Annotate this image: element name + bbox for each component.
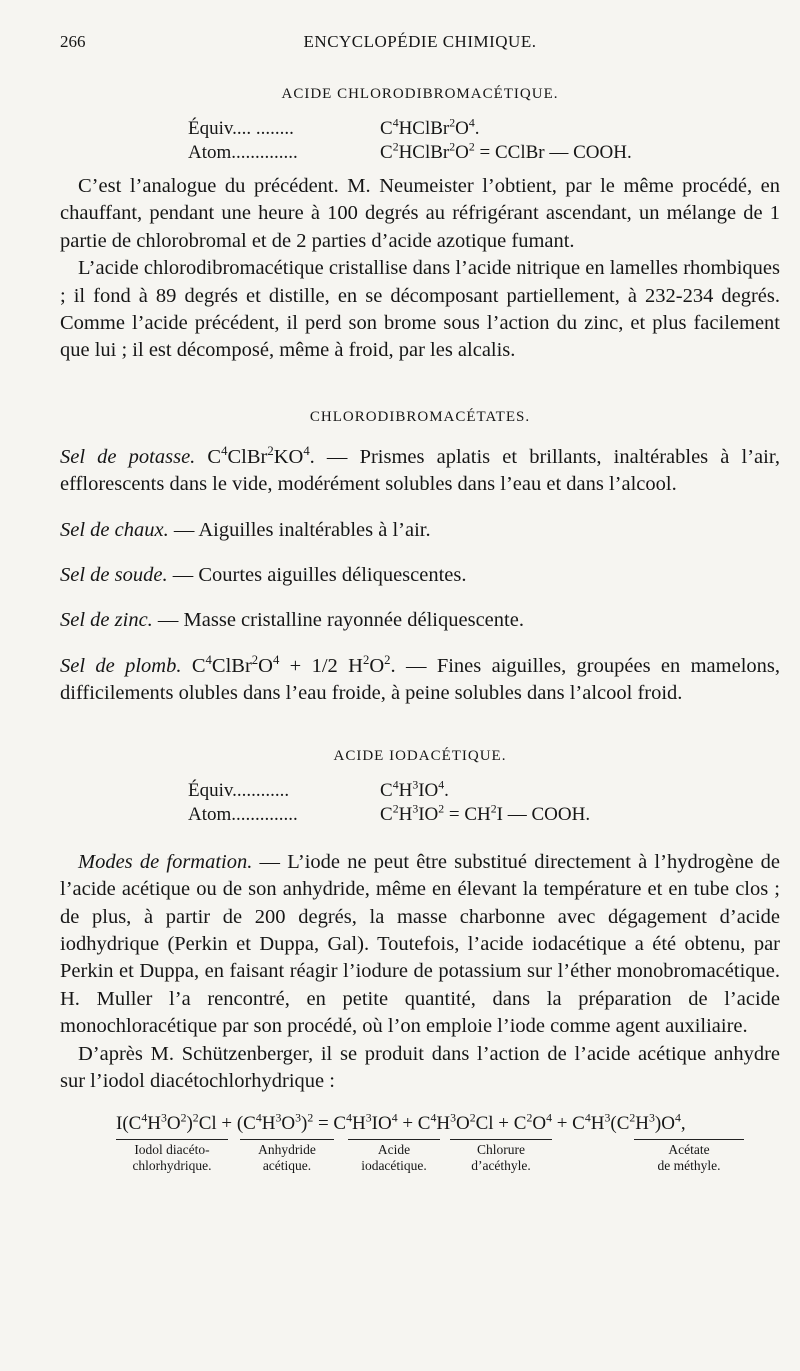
formula-block	[188, 779, 780, 827]
equiv-label: Équiv............	[188, 779, 290, 801]
atom-label: Atom..............	[188, 803, 298, 825]
page-number: 266	[60, 32, 86, 51]
salt-description: — Aiguilles inaltérables à l’air.	[168, 518, 431, 541]
salt-name: Sel de potasse.	[60, 445, 196, 468]
atom-label: Atom..............	[188, 142, 298, 163]
salts-list	[60, 444, 780, 708]
paragraph-schutzenberger: D’après M. Schützenberger, il se produit dans l’action de l’acide acétique anhydre sur l’iodol diacétochlorhydrique :	[60, 1042, 780, 1092]
section-chlorodibromacetates	[60, 409, 780, 708]
equiv-formula: $C^4HClBr^2O^4$.	[380, 116, 480, 139]
salt-description: $C^4ClBr^2KO^4$. — Prismes aplatis et brillants, inaltérables à l’air, efflorescents dans le vide, modérément solubles dans l’eau et dans l’alcool.	[60, 444, 780, 496]
salt-entry	[60, 653, 780, 708]
section-title: ACIDE IODACÉTIQUE.	[333, 747, 507, 764]
salt-description: $C^4ClBr^2O^4 + 1/2$ $H^2O^2$. — Fines aiguilles, groupées en mamelons, difficilements olubles dans l’eau froide, à peine solubles dans l’alcool froid.	[60, 653, 781, 705]
salt-description: — Masse cristalline rayonnée déliquescente.	[152, 609, 524, 632]
salt-name: Sel de plomb.	[60, 654, 182, 677]
equation-label-line: iodacétique.	[361, 1158, 427, 1174]
section-title: CHLORODIBROMACÉTATES.	[309, 408, 531, 425]
reaction-equation-block	[60, 1113, 780, 1181]
reaction-equation: $I(C^4H^3O^2)^2Cl + (C^4H^3O^3)^2 = C^4H^3IO^4 + C^4H^3O^2Cl + C^2O^4 + C^4H^3(C^2H^3)O^4$,	[116, 1112, 686, 1135]
salt-name: Sel de zinc.	[60, 609, 153, 632]
paragraph-modes-of-formation	[60, 849, 780, 1041]
equation-label-line: Anhydride	[258, 1142, 316, 1158]
equation-label	[450, 1139, 552, 1174]
equation-label	[240, 1139, 334, 1174]
equation-label	[634, 1139, 744, 1174]
equation-label-line: Acide	[377, 1142, 411, 1158]
equation-label	[116, 1139, 228, 1174]
equation-label-line: de méthyle.	[657, 1158, 721, 1174]
salt-name: Sel de chaux.	[60, 518, 169, 541]
equation-labels	[60, 1139, 780, 1181]
salt-entry	[60, 517, 780, 544]
document-page	[60, 28, 780, 1181]
salt-name: Sel de soude.	[60, 564, 168, 587]
salt-entry	[60, 444, 780, 499]
modes-text: — L’iode ne peut être substitué directement à l’hydrogène de l’acide acétique ou de son anhydride, même en élevant la température et en tube clos ; de plus, à partir de 200 degrés, la masse charbonne avec dégagement d’acide iodhydrique (Perkin et Duppa, Gal). Toutefois, l’acide iodacétique a été obtenu, par Perkin et Duppa, en faisant réagir l’iodure de potassium sur l’éther monobromacétique. H. Muller l’a rencontré, en petite quantité, dans la préparation de l’acide monochloracétique par son procédé, où l’on emploie l’iode comme agent auxiliaire.	[60, 850, 781, 1038]
modes-label: Modes de formation.	[78, 850, 253, 873]
paragraph-preparation: C’est l’analogue du précédent. M. Neumeister l’obtient, par le même procédé, en chauffant, pendant une heure à 100 degrés au réfrigérant ascendant, un mélange de 1 partie de chlorobromal et de 2 parties d’acide azotique fumant.	[60, 175, 780, 252]
equiv-label: Équiv.... ........	[188, 118, 294, 139]
paragraph-properties: L’acide chlorodibromacétique cristallise dans l’acide nitrique en lamelles rhombiques ; il fond à 89 degrés et distille, en se décomposant partiellement, à 232-234 degrés. Comme l’acide précédent, il perd son brome sous l’action du zinc, et plus facilement que lui ; il est décomposé, même à froid, par les alcalis.	[60, 257, 780, 362]
salt-entry	[60, 607, 780, 634]
section-chlorodibromacetic-acid	[60, 86, 780, 365]
section-title: ACIDE CHLORODIBROMACÉTIQUE.	[281, 86, 559, 102]
equation-label-line: Iodol diacéto-	[134, 1142, 210, 1158]
equation-label-line: chlorhydrique.	[132, 1158, 212, 1174]
equation-label-line: acétique.	[262, 1158, 312, 1174]
atom-formula: $C^2HClBr^2O^2$ = CClBr — COOH.	[380, 140, 632, 163]
atom-formula: $C^2H^3IO^2 = CH^2I$ — COOH.	[380, 802, 591, 825]
equation-label-line: Acétate	[668, 1142, 710, 1158]
equation-label	[348, 1139, 440, 1174]
equation-label-line: d’acéthyle.	[471, 1158, 531, 1174]
salt-entry	[60, 562, 780, 589]
equation-label-line: Chlorure	[477, 1142, 525, 1158]
equiv-formula: $C^4H^3IO^4$.	[380, 778, 449, 801]
page-header	[60, 28, 780, 64]
running-title: ENCYCLOPÉDIE CHIMIQUE.	[303, 32, 537, 51]
salt-description: — Courtes aiguilles déliquescentes.	[167, 564, 467, 587]
section-iodacetic-acid	[60, 748, 780, 1182]
formula-block	[188, 117, 780, 165]
